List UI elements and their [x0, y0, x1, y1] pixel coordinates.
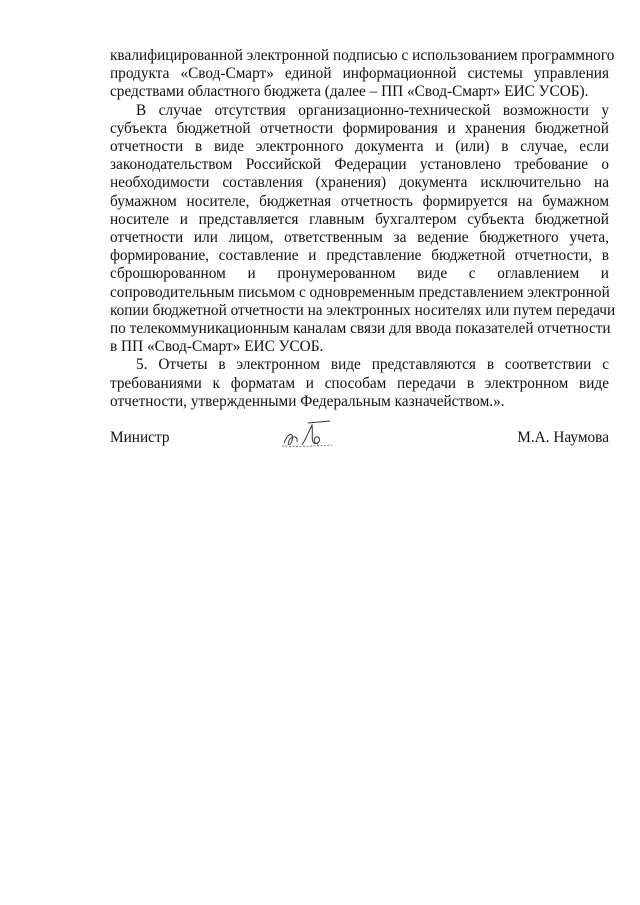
text-line: 5. Отчеты в электронном виде представляются в соответствии с — [136, 356, 609, 374]
text-line: по телекоммуникационным каналам связи для ввода показателей отчетности — [110, 320, 611, 338]
text-line: отчетности, утвержденными Федеральным казначейством.». — [110, 392, 505, 410]
text-line: требованиями к форматам и способам передачи в электронном виде — [110, 374, 609, 392]
signature-block — [110, 429, 609, 453]
paragraph-1 — [110, 47, 615, 102]
text-line: копии бюджетной отчетности на электронных носителях или путем передачи — [110, 301, 616, 319]
text-line: сброшюрованном и пронумерованном виде с оглавлением и — [110, 265, 609, 283]
signer-name: М.А. Наумова — [517, 429, 609, 446]
text-line: продукта «Свод-Смарт» единой информационной системы управления — [110, 65, 609, 83]
text-line: необходимости составления (хранения) документа исключительно на — [110, 174, 609, 192]
position-title: Министр — [110, 429, 170, 446]
paragraph-3 — [110, 356, 609, 411]
text-line: субъекта бюджетной отчетности формирования и хранения бюджетной — [110, 119, 609, 137]
text-line: средствами областного бюджета (далее – ПП «Свод-Смарт» ЕИС УСОБ). — [110, 83, 589, 101]
text-line: квалифицированной электронной подписью с использованием программного — [110, 47, 615, 64]
paragraph-2 — [110, 101, 616, 357]
text-line: отчетности или лицом, ответственным за ведение бюджетного учета, — [110, 229, 609, 247]
text-line: сопроводительным письмом с одновременным представлением электронной — [110, 283, 610, 301]
text-line: отчетности в виде электронного документа и (или) в случае, если — [110, 138, 609, 156]
text-line: в ПП «Свод-Смарт» ЕИС УСОБ. — [110, 338, 324, 356]
text-line: формирование, составление и представление бюджетной отчетности, в — [110, 247, 609, 265]
handwritten-signature — [278, 419, 338, 453]
text-line: законодательством Российской Федерации установлено требование о — [110, 156, 609, 174]
text-line: В случае отсутствия организационно-технической возможности у — [136, 101, 609, 119]
document-body — [110, 47, 616, 411]
text-line: бумажном носителе, бюджетная отчетность формируется на бумажном — [110, 192, 609, 210]
text-line: носителе и представляется главным бухгалтером субъекта бюджетной — [110, 210, 609, 228]
